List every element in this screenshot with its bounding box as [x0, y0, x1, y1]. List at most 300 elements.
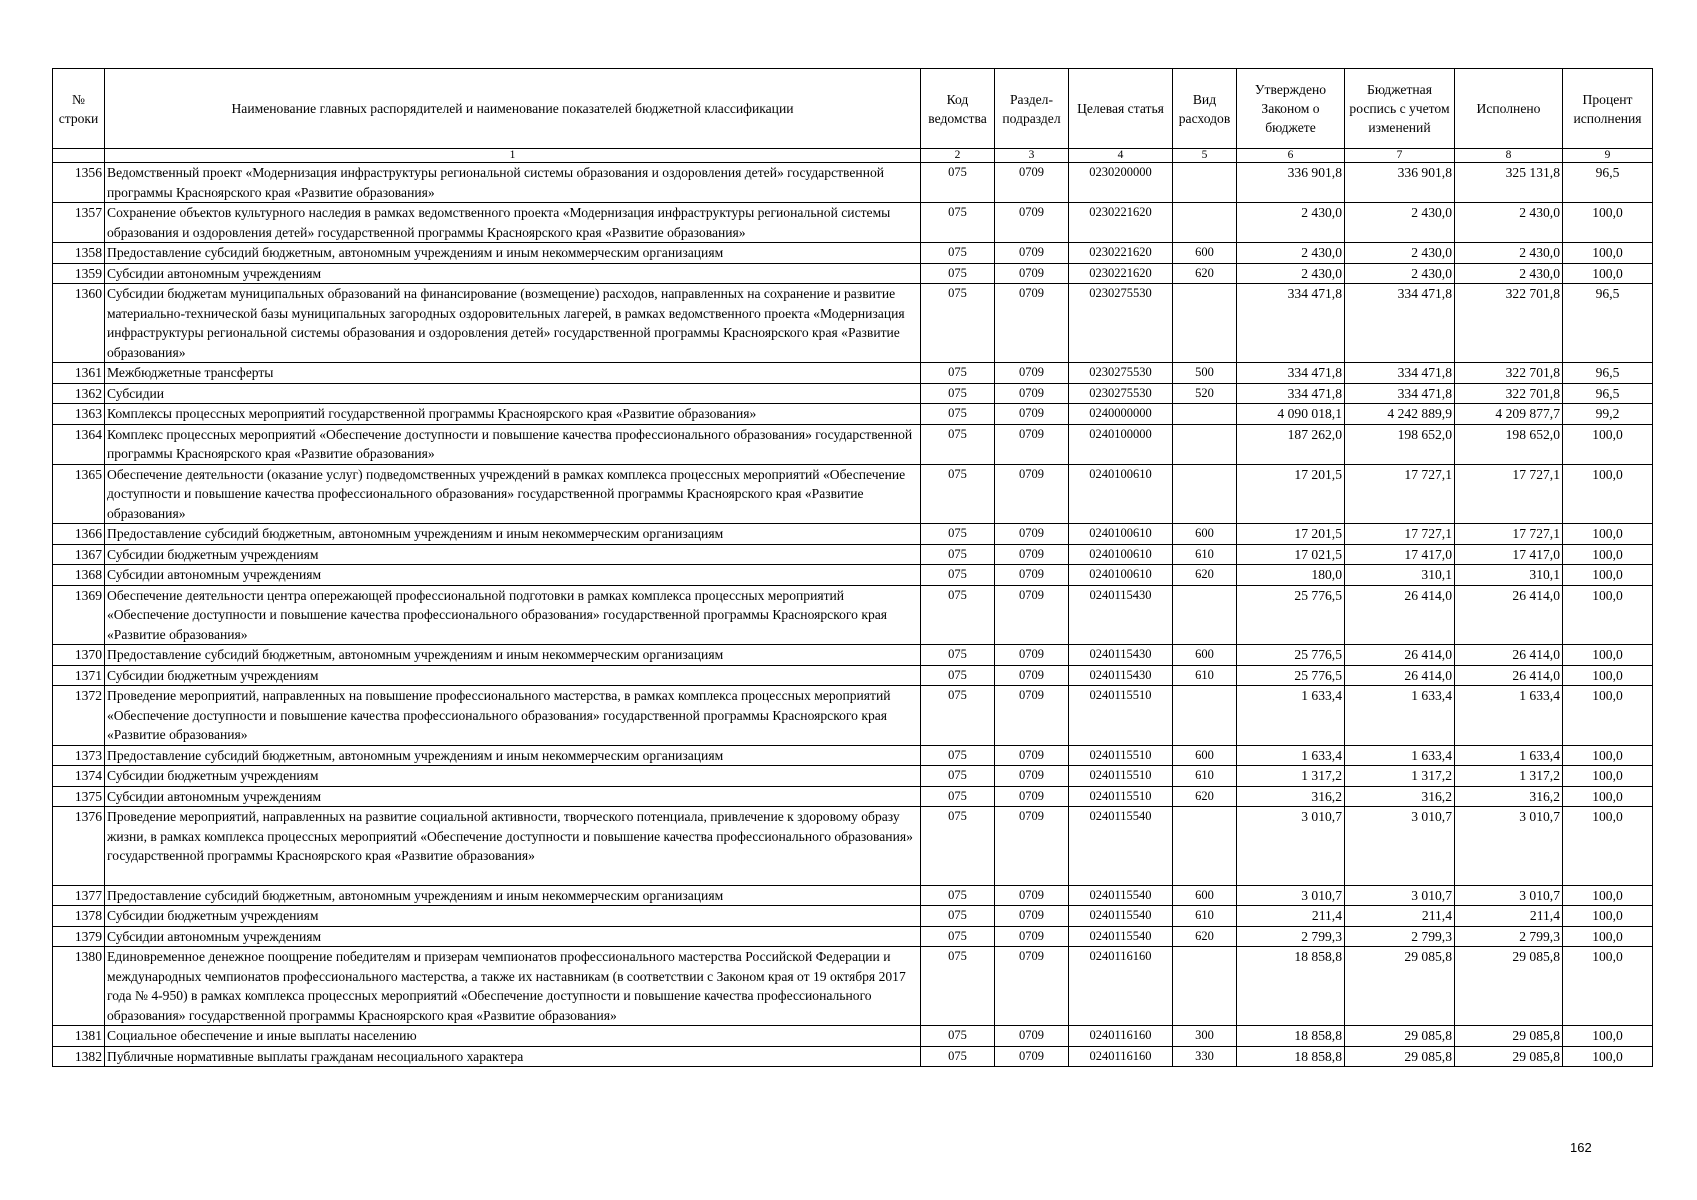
row-name: Ведомственный проект «Модернизация инфраструктуры региональной системы образования и оздоровления детей» государственной программы Красноярского края «Развитие образования» — [105, 163, 921, 203]
target-article: 0240100610 — [1069, 565, 1173, 586]
row-number: 1375 — [53, 786, 105, 807]
table-row — [53, 284, 1653, 363]
column-number: 7 — [1345, 149, 1455, 163]
department-code: 075 — [921, 885, 995, 906]
expense-type: 620 — [1173, 263, 1237, 284]
budget-schedule-amount: 26 414,0 — [1345, 665, 1455, 686]
execution-percent: 100,0 — [1563, 686, 1653, 746]
budget-schedule-amount: 334 471,8 — [1345, 363, 1455, 384]
row-name: Субсидии бюджетным учреждениям — [105, 906, 921, 927]
department-code: 075 — [921, 947, 995, 1026]
department-code: 075 — [921, 565, 995, 586]
executed-amount: 3 010,7 — [1455, 807, 1563, 886]
execution-percent: 96,5 — [1563, 383, 1653, 404]
executed-amount: 2 430,0 — [1455, 263, 1563, 284]
row-name: Предоставление субсидий бюджетным, автономным учреждениям и иным некоммерческим организациям — [105, 524, 921, 545]
approved-amount: 2 430,0 — [1237, 203, 1345, 243]
approved-amount: 17 201,5 — [1237, 464, 1345, 524]
execution-percent: 100,0 — [1563, 885, 1653, 906]
approved-amount: 180,0 — [1237, 565, 1345, 586]
table-row — [53, 243, 1653, 264]
approved-amount: 334 471,8 — [1237, 383, 1345, 404]
row-name: Предоставление субсидий бюджетным, автономным учреждениям и иным некоммерческим организациям — [105, 885, 921, 906]
department-code: 075 — [921, 524, 995, 545]
column-number — [53, 149, 105, 163]
execution-percent: 100,0 — [1563, 565, 1653, 586]
page-number: 162 — [1570, 1140, 1592, 1155]
table-row — [53, 565, 1653, 586]
section-code: 0709 — [995, 585, 1069, 645]
expense-type — [1173, 203, 1237, 243]
execution-percent: 100,0 — [1563, 424, 1653, 464]
expense-type: 600 — [1173, 645, 1237, 666]
executed-amount: 1 633,4 — [1455, 686, 1563, 746]
column-number: 1 — [105, 149, 921, 163]
target-article: 0240116160 — [1069, 1026, 1173, 1047]
execution-percent: 100,0 — [1563, 544, 1653, 565]
section-code: 0709 — [995, 766, 1069, 787]
department-code: 075 — [921, 424, 995, 464]
header-approved: Утверждено Законом о бюджете — [1237, 69, 1345, 149]
row-number: 1364 — [53, 424, 105, 464]
executed-amount: 3 010,7 — [1455, 885, 1563, 906]
section-code: 0709 — [995, 565, 1069, 586]
department-code: 075 — [921, 766, 995, 787]
approved-amount: 336 901,8 — [1237, 163, 1345, 203]
section-code: 0709 — [995, 284, 1069, 363]
section-code: 0709 — [995, 1026, 1069, 1047]
expense-type: 520 — [1173, 383, 1237, 404]
budget-schedule-amount: 2 430,0 — [1345, 243, 1455, 264]
header-executed: Исполнено — [1455, 69, 1563, 149]
execution-percent: 100,0 — [1563, 786, 1653, 807]
header-percent: Процент исполнения — [1563, 69, 1653, 149]
target-article: 0240100610 — [1069, 464, 1173, 524]
execution-percent: 100,0 — [1563, 524, 1653, 545]
expense-type — [1173, 424, 1237, 464]
table-row — [53, 163, 1653, 203]
execution-percent: 100,0 — [1563, 745, 1653, 766]
department-code: 075 — [921, 807, 995, 886]
table-row — [53, 665, 1653, 686]
row-number: 1362 — [53, 383, 105, 404]
section-code: 0709 — [995, 786, 1069, 807]
row-number: 1363 — [53, 404, 105, 425]
executed-amount: 26 414,0 — [1455, 585, 1563, 645]
table-row — [53, 1046, 1653, 1067]
approved-amount: 3 010,7 — [1237, 885, 1345, 906]
row-number: 1361 — [53, 363, 105, 384]
approved-amount: 4 090 018,1 — [1237, 404, 1345, 425]
expense-type: 600 — [1173, 524, 1237, 545]
budget-schedule-amount: 29 085,8 — [1345, 1046, 1455, 1067]
table-row — [53, 383, 1653, 404]
execution-percent: 100,0 — [1563, 203, 1653, 243]
budget-schedule-amount: 29 085,8 — [1345, 947, 1455, 1026]
header-target-article: Целевая статья — [1069, 69, 1173, 149]
target-article: 0240115430 — [1069, 585, 1173, 645]
column-number: 3 — [995, 149, 1069, 163]
target-article: 0240115540 — [1069, 906, 1173, 927]
department-code: 075 — [921, 786, 995, 807]
header-department-code: Код ведомства — [921, 69, 995, 149]
row-name: Комплекс процессных мероприятий «Обеспечение доступности и повышение качества профессионального образования» государственной программы Красноярского края «Развитие образования» — [105, 424, 921, 464]
budget-schedule-amount: 1 633,4 — [1345, 686, 1455, 746]
budget-schedule-amount: 198 652,0 — [1345, 424, 1455, 464]
executed-amount: 198 652,0 — [1455, 424, 1563, 464]
row-number: 1381 — [53, 1026, 105, 1047]
department-code: 075 — [921, 585, 995, 645]
budget-execution-table — [52, 68, 1653, 1067]
department-code: 075 — [921, 926, 995, 947]
section-code: 0709 — [995, 163, 1069, 203]
row-name: Межбюджетные трансферты — [105, 363, 921, 384]
row-name: Обеспечение деятельности центра опережающей профессиональной подготовки в рамках комплекса процессных мероприятий «Обеспечение доступности и повышение качества профессионального образования» государственной программы Красноярского края «Развитие образования» — [105, 585, 921, 645]
executed-amount: 2 799,3 — [1455, 926, 1563, 947]
budget-schedule-amount: 2 430,0 — [1345, 263, 1455, 284]
executed-amount: 316,2 — [1455, 786, 1563, 807]
row-name: Публичные нормативные выплаты гражданам несоциального характера — [105, 1046, 921, 1067]
approved-amount: 2 430,0 — [1237, 263, 1345, 284]
approved-amount: 3 010,7 — [1237, 807, 1345, 886]
expense-type — [1173, 585, 1237, 645]
column-number: 6 — [1237, 149, 1345, 163]
row-name: Предоставление субсидий бюджетным, автономным учреждениям и иным некоммерческим организациям — [105, 243, 921, 264]
executed-amount: 29 085,8 — [1455, 947, 1563, 1026]
approved-amount: 334 471,8 — [1237, 284, 1345, 363]
approved-amount: 1 633,4 — [1237, 745, 1345, 766]
expense-type — [1173, 807, 1237, 886]
table-row — [53, 766, 1653, 787]
executed-amount: 29 085,8 — [1455, 1026, 1563, 1047]
target-article: 0230221620 — [1069, 203, 1173, 243]
expense-type — [1173, 163, 1237, 203]
target-article: 0240115510 — [1069, 745, 1173, 766]
table-row — [53, 585, 1653, 645]
executed-amount: 322 701,8 — [1455, 284, 1563, 363]
execution-percent: 100,0 — [1563, 263, 1653, 284]
row-number: 1380 — [53, 947, 105, 1026]
section-code: 0709 — [995, 524, 1069, 545]
header-row-number: № строки — [53, 69, 105, 149]
table-row — [53, 906, 1653, 927]
row-name: Проведение мероприятий, направленных на повышение профессионального мастерства, в рамках комплекса процессных мероприятий «Обеспечение доступности и повышение качества профессионального образования» государственной программы Красноярского края «Развитие образования» — [105, 686, 921, 746]
budget-schedule-amount: 211,4 — [1345, 906, 1455, 927]
department-code: 075 — [921, 404, 995, 425]
row-number: 1365 — [53, 464, 105, 524]
table-row — [53, 424, 1653, 464]
budget-schedule-amount: 17 727,1 — [1345, 464, 1455, 524]
target-article: 0240100610 — [1069, 524, 1173, 545]
expense-type: 610 — [1173, 544, 1237, 565]
executed-amount: 4 209 877,7 — [1455, 404, 1563, 425]
row-name: Предоставление субсидий бюджетным, автономным учреждениям и иным некоммерческим организациям — [105, 745, 921, 766]
target-article: 0240115510 — [1069, 786, 1173, 807]
department-code: 075 — [921, 1026, 995, 1047]
table-row — [53, 203, 1653, 243]
section-code: 0709 — [995, 243, 1069, 264]
table-row — [53, 745, 1653, 766]
budget-schedule-amount: 316,2 — [1345, 786, 1455, 807]
budget-schedule-amount: 3 010,7 — [1345, 885, 1455, 906]
approved-amount: 25 776,5 — [1237, 665, 1345, 686]
table-row — [53, 464, 1653, 524]
table-row — [53, 807, 1653, 886]
row-name: Субсидии бюджетам муниципальных образований на финансирование (возмещение) расходов, направленных на сохранение и развитие материально-технической базы муниципальных загородных оздоровительных лагерей, в рамках ведомственного проекта «Модернизация инфраструктуры региональной системы образования и оздоровления детей» государственной программы Красноярского края «Развитие образования» — [105, 284, 921, 363]
expense-type: 300 — [1173, 1026, 1237, 1047]
execution-percent: 100,0 — [1563, 665, 1653, 686]
column-number: 8 — [1455, 149, 1563, 163]
header-budget-schedule: Бюджетная роспись с учетом изменений — [1345, 69, 1455, 149]
row-name: Субсидии автономным учреждениям — [105, 565, 921, 586]
row-name: Проведение мероприятий, направленных на развитие социальной активности, творческого потенциала, привлечение к здоровому образу жизни, в рамках комплекса процессных мероприятий «Обеспечение доступности и повышение качества профессионального образования» государственной программы Красноярского края «Развитие образования» — [105, 807, 921, 886]
budget-schedule-amount: 310,1 — [1345, 565, 1455, 586]
section-code: 0709 — [995, 383, 1069, 404]
table-body — [53, 163, 1653, 1067]
executed-amount: 17 727,1 — [1455, 524, 1563, 545]
expense-type: 500 — [1173, 363, 1237, 384]
executed-amount: 2 430,0 — [1455, 243, 1563, 264]
execution-percent: 96,5 — [1563, 284, 1653, 363]
execution-percent: 100,0 — [1563, 947, 1653, 1026]
department-code: 075 — [921, 203, 995, 243]
table-row — [53, 645, 1653, 666]
row-name: Субсидии — [105, 383, 921, 404]
approved-amount: 211,4 — [1237, 906, 1345, 927]
budget-schedule-amount: 26 414,0 — [1345, 585, 1455, 645]
expense-type: 620 — [1173, 565, 1237, 586]
row-number: 1372 — [53, 686, 105, 746]
row-name: Субсидии автономным учреждениям — [105, 263, 921, 284]
execution-percent: 99,2 — [1563, 404, 1653, 425]
budget-schedule-amount: 1 317,2 — [1345, 766, 1455, 787]
row-number: 1377 — [53, 885, 105, 906]
table-row — [53, 926, 1653, 947]
row-number: 1378 — [53, 906, 105, 927]
executed-amount: 17 727,1 — [1455, 464, 1563, 524]
expense-type: 620 — [1173, 926, 1237, 947]
row-name: Субсидии автономным учреждениям — [105, 786, 921, 807]
target-article: 0230221620 — [1069, 263, 1173, 284]
row-number: 1371 — [53, 665, 105, 686]
row-name: Обеспечение деятельности (оказание услуг) подведомственных учреждений в рамках комплекса процессных мероприятий «Обеспечение доступности и повышение качества профессионального образования» государственной программы Красноярского края «Развитие образования» — [105, 464, 921, 524]
execution-percent: 100,0 — [1563, 585, 1653, 645]
column-number: 9 — [1563, 149, 1653, 163]
executed-amount: 17 417,0 — [1455, 544, 1563, 565]
table-row — [53, 885, 1653, 906]
approved-amount: 1 317,2 — [1237, 766, 1345, 787]
table-row — [53, 1026, 1653, 1047]
section-code: 0709 — [995, 645, 1069, 666]
expense-type: 610 — [1173, 766, 1237, 787]
department-code: 075 — [921, 906, 995, 927]
target-article: 0230275530 — [1069, 383, 1173, 404]
execution-percent: 96,5 — [1563, 163, 1653, 203]
section-code: 0709 — [995, 544, 1069, 565]
header-expense-type: Вид расходов — [1173, 69, 1237, 149]
target-article: 0240116160 — [1069, 947, 1173, 1026]
column-number: 2 — [921, 149, 995, 163]
target-article: 0230200000 — [1069, 163, 1173, 203]
row-name: Субсидии бюджетным учреждениям — [105, 766, 921, 787]
executed-amount: 322 701,8 — [1455, 363, 1563, 384]
row-number: 1369 — [53, 585, 105, 645]
row-name: Предоставление субсидий бюджетным, автономным учреждениям и иным некоммерческим организациям — [105, 645, 921, 666]
target-article: 0230221620 — [1069, 243, 1173, 264]
expense-type — [1173, 947, 1237, 1026]
executed-amount: 322 701,8 — [1455, 383, 1563, 404]
target-article: 0230275530 — [1069, 284, 1173, 363]
executed-amount: 1 317,2 — [1455, 766, 1563, 787]
row-number: 1382 — [53, 1046, 105, 1067]
section-code: 0709 — [995, 745, 1069, 766]
section-code: 0709 — [995, 464, 1069, 524]
row-name: Субсидии автономным учреждениям — [105, 926, 921, 947]
table-row — [53, 263, 1653, 284]
approved-amount: 25 776,5 — [1237, 645, 1345, 666]
target-article: 0240116160 — [1069, 1046, 1173, 1067]
row-number: 1370 — [53, 645, 105, 666]
row-number: 1359 — [53, 263, 105, 284]
department-code: 075 — [921, 163, 995, 203]
approved-amount: 2 799,3 — [1237, 926, 1345, 947]
approved-amount: 17 021,5 — [1237, 544, 1345, 565]
row-name: Субсидии бюджетным учреждениям — [105, 544, 921, 565]
target-article: 0240115540 — [1069, 926, 1173, 947]
row-number: 1376 — [53, 807, 105, 886]
section-code: 0709 — [995, 947, 1069, 1026]
column-number-row — [53, 149, 1653, 163]
section-code: 0709 — [995, 885, 1069, 906]
section-code: 0709 — [995, 404, 1069, 425]
budget-schedule-amount: 334 471,8 — [1345, 284, 1455, 363]
expense-type: 610 — [1173, 665, 1237, 686]
execution-percent: 100,0 — [1563, 807, 1653, 886]
executed-amount: 2 430,0 — [1455, 203, 1563, 243]
target-article: 0240115430 — [1069, 645, 1173, 666]
row-number: 1360 — [53, 284, 105, 363]
row-number: 1368 — [53, 565, 105, 586]
department-code: 075 — [921, 1046, 995, 1067]
execution-percent: 100,0 — [1563, 464, 1653, 524]
department-code: 075 — [921, 745, 995, 766]
header-name: Наименование главных распорядителей и наименование показателей бюджетной классификации — [105, 69, 921, 149]
approved-amount: 2 430,0 — [1237, 243, 1345, 264]
row-number: 1358 — [53, 243, 105, 264]
table-row — [53, 363, 1653, 384]
approved-amount: 18 858,8 — [1237, 1046, 1345, 1067]
execution-percent: 100,0 — [1563, 906, 1653, 927]
executed-amount: 26 414,0 — [1455, 665, 1563, 686]
row-number: 1357 — [53, 203, 105, 243]
row-number: 1367 — [53, 544, 105, 565]
execution-percent: 100,0 — [1563, 766, 1653, 787]
row-number: 1366 — [53, 524, 105, 545]
department-code: 075 — [921, 464, 995, 524]
budget-schedule-amount: 26 414,0 — [1345, 645, 1455, 666]
table-header — [53, 69, 1653, 163]
department-code: 075 — [921, 363, 995, 384]
expense-type — [1173, 464, 1237, 524]
budget-schedule-amount: 4 242 889,9 — [1345, 404, 1455, 425]
execution-percent: 100,0 — [1563, 1026, 1653, 1047]
section-code: 0709 — [995, 203, 1069, 243]
table-row — [53, 404, 1653, 425]
approved-amount: 187 262,0 — [1237, 424, 1345, 464]
target-article: 0240115540 — [1069, 807, 1173, 886]
section-code: 0709 — [995, 686, 1069, 746]
row-number: 1373 — [53, 745, 105, 766]
execution-percent: 100,0 — [1563, 645, 1653, 666]
target-article: 0240115540 — [1069, 885, 1173, 906]
table-row — [53, 686, 1653, 746]
target-article: 0230275530 — [1069, 363, 1173, 384]
expense-type: 600 — [1173, 243, 1237, 264]
executed-amount: 310,1 — [1455, 565, 1563, 586]
budget-schedule-amount: 334 471,8 — [1345, 383, 1455, 404]
budget-schedule-amount: 17 727,1 — [1345, 524, 1455, 545]
budget-schedule-amount: 3 010,7 — [1345, 807, 1455, 886]
budget-schedule-amount: 29 085,8 — [1345, 1026, 1455, 1047]
budget-schedule-amount: 17 417,0 — [1345, 544, 1455, 565]
execution-percent: 100,0 — [1563, 1046, 1653, 1067]
approved-amount: 17 201,5 — [1237, 524, 1345, 545]
budget-schedule-amount: 1 633,4 — [1345, 745, 1455, 766]
department-code: 075 — [921, 665, 995, 686]
target-article: 0240100610 — [1069, 544, 1173, 565]
row-number: 1356 — [53, 163, 105, 203]
section-code: 0709 — [995, 906, 1069, 927]
row-name: Комплексы процессных мероприятий государственной программы Красноярского края «Развитие образования» — [105, 404, 921, 425]
execution-percent: 100,0 — [1563, 243, 1653, 264]
department-code: 075 — [921, 263, 995, 284]
section-code: 0709 — [995, 1046, 1069, 1067]
expense-type — [1173, 404, 1237, 425]
expense-type: 330 — [1173, 1046, 1237, 1067]
section-code: 0709 — [995, 263, 1069, 284]
executed-amount: 29 085,8 — [1455, 1046, 1563, 1067]
executed-amount: 26 414,0 — [1455, 645, 1563, 666]
executed-amount: 1 633,4 — [1455, 745, 1563, 766]
expense-type: 610 — [1173, 906, 1237, 927]
expense-type: 600 — [1173, 885, 1237, 906]
table-row — [53, 524, 1653, 545]
approved-amount: 25 776,5 — [1237, 585, 1345, 645]
section-code: 0709 — [995, 363, 1069, 384]
target-article: 0240115430 — [1069, 665, 1173, 686]
executed-amount: 325 131,8 — [1455, 163, 1563, 203]
row-name: Социальное обеспечение и иные выплаты населению — [105, 1026, 921, 1047]
department-code: 075 — [921, 243, 995, 264]
target-article: 0240100000 — [1069, 424, 1173, 464]
expense-type: 600 — [1173, 745, 1237, 766]
expense-type: 620 — [1173, 786, 1237, 807]
row-number: 1379 — [53, 926, 105, 947]
row-name: Сохранение объектов культурного наследия в рамках ведомственного проекта «Модернизация инфраструктуры региональной системы образования и оздоровления детей» государственной программы Красноярского края «Развитие образования» — [105, 203, 921, 243]
row-name: Единовременное денежное поощрение победителям и призерам чемпионатов профессионального мастерства Российской Федерации и международных чемпионатов профессионального мастерства, а также их наставникам (в соответствии с Законом края от 19 октября 2017 года № 4-950) в рамках комплекса процессных мероприятий «Обеспечение доступности и повышение качества профессионального образования» государственной программы Красноярского края «Развитие образования» — [105, 947, 921, 1026]
row-name: Субсидии бюджетным учреждениям — [105, 665, 921, 686]
department-code: 075 — [921, 544, 995, 565]
approved-amount: 18 858,8 — [1237, 947, 1345, 1026]
section-code: 0709 — [995, 665, 1069, 686]
column-number: 5 — [1173, 149, 1237, 163]
execution-percent: 96,5 — [1563, 363, 1653, 384]
department-code: 075 — [921, 383, 995, 404]
column-number: 4 — [1069, 149, 1173, 163]
budget-schedule-amount: 2 430,0 — [1345, 203, 1455, 243]
department-code: 075 — [921, 284, 995, 363]
table-row — [53, 786, 1653, 807]
